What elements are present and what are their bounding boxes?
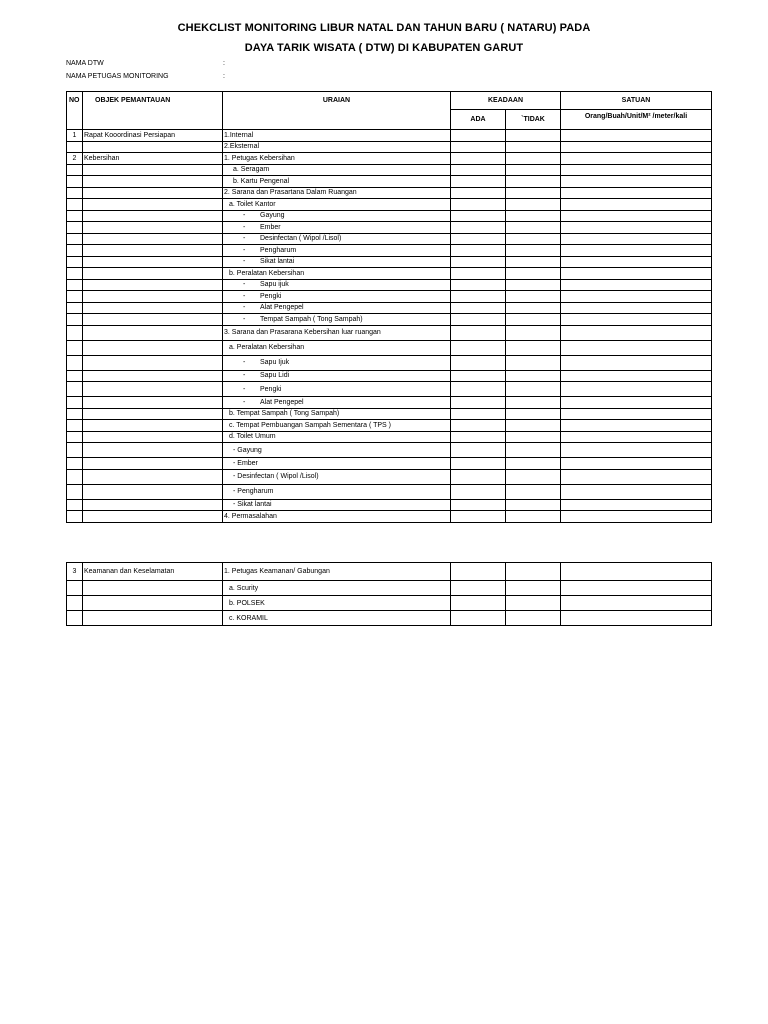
cell-no [67,611,83,626]
uraian-text: Alat Pengepel [260,398,304,406]
table-row [67,268,712,280]
cell-no [67,355,83,370]
cell-satuan[interactable] [561,291,712,303]
cell-satuan[interactable] [561,469,712,484]
cell-ada[interactable] [451,581,506,596]
cell-no [67,210,83,222]
cell-uraian: a. Seragam [223,164,451,176]
cell-satuan[interactable] [561,256,712,268]
cell-objek [83,233,223,245]
cell-objek [83,141,223,153]
dash-marker: - [243,235,246,243]
cell-ada[interactable] [451,382,506,397]
cell-no [67,408,83,420]
dash-marker: - [243,315,246,323]
table-row [67,431,712,443]
cell-satuan[interactable] [561,176,712,188]
cell-satuan[interactable] [561,233,712,245]
table-row [67,291,712,303]
cell-ada[interactable] [451,268,506,280]
dash-marker: - [243,212,246,220]
cell-no [67,302,83,314]
table-row [67,611,712,626]
cell-tidak[interactable] [506,443,561,458]
cell-objek [83,245,223,257]
cell-objek [83,382,223,397]
cell-no [67,291,83,303]
cell-tidak[interactable] [506,130,561,142]
uraian-text: Pengki [260,385,282,393]
cell-objek [83,581,223,596]
cell-objek [83,499,223,511]
dash-marker: - [243,246,246,254]
cell-no: 1 [67,130,83,142]
cell-uraian: - Ember [223,458,451,470]
cell-satuan[interactable] [561,443,712,458]
cell-tidak[interactable] [506,291,561,303]
cell-objek [83,431,223,443]
cell-tidak[interactable] [506,222,561,234]
table-row [67,340,712,355]
cell-uraian [223,291,451,303]
cell-no [67,382,83,397]
table-header-row [67,92,712,110]
cell-objek [83,443,223,458]
cell-ada[interactable] [451,355,506,370]
cell-no [67,233,83,245]
table-row [67,420,712,432]
cell-tidak[interactable] [506,370,561,382]
cell-ada[interactable] [451,370,506,382]
uraian-text: Pengki [260,292,282,300]
dash-marker: - [243,281,246,289]
cell-tidak[interactable] [506,420,561,432]
cell-no [67,176,83,188]
cell-objek [83,268,223,280]
cell-satuan[interactable] [561,245,712,257]
cell-tidak[interactable] [506,484,561,499]
cell-ada[interactable] [451,469,506,484]
cell-objek [83,397,223,409]
cell-satuan[interactable] [561,370,712,382]
header-satuan: SATUAN [561,92,712,110]
cell-objek: Kebersihan [83,153,223,165]
cell-satuan[interactable] [561,314,712,326]
cell-uraian: b. Tempat Sampah ( Tong Sampah) [223,408,451,420]
uraian-text: Tempat Sampah ( Tong Sampah) [260,315,363,323]
cell-uraian: 2.Eksternal [223,141,451,153]
meta-label: NAMA PETUGAS MONITORING [66,73,169,80]
dash-marker: - [243,258,246,266]
table-row [67,499,712,511]
dash-marker: - [243,292,246,300]
cell-tidak[interactable] [506,153,561,165]
meta-nama-petugas [66,73,225,80]
header-satuan-units: Orang/Buah/Unit/M² /meter/kali [561,110,712,130]
cell-ada[interactable] [451,130,506,142]
document-title-line-2: DAYA TARIK WISATA ( DTW) DI KABUPATEN GARUT [244,42,524,54]
cell-uraian: 1. Petugas Kebersihan [223,153,451,165]
cell-satuan[interactable] [561,325,712,340]
cell-tidak[interactable] [506,581,561,596]
cell-ada[interactable] [451,176,506,188]
cell-tidak[interactable] [506,458,561,470]
cell-tidak[interactable] [506,596,561,611]
table-row [67,355,712,370]
cell-ada[interactable] [451,458,506,470]
cell-uraian [223,355,451,370]
cell-no [67,484,83,499]
header-tidak: `TIDAK [506,110,561,130]
cell-satuan[interactable] [561,484,712,499]
cell-ada[interactable] [451,397,506,409]
cell-no [67,199,83,211]
checklist-table-section-3 [66,562,712,626]
cell-objek [83,176,223,188]
cell-objek: Rapat Kooordinasi Persiapan [83,130,223,142]
cell-ada[interactable] [451,408,506,420]
cell-uraian [223,314,451,326]
dash-marker: - [243,223,246,231]
cell-tidak[interactable] [506,397,561,409]
cell-uraian: d. Toilet Umum [223,431,451,443]
cell-uraian: - Pengharum [223,484,451,499]
cell-satuan[interactable] [561,302,712,314]
cell-satuan[interactable] [561,187,712,199]
table-row [67,210,712,222]
cell-no [67,458,83,470]
cell-satuan[interactable] [561,397,712,409]
cell-ada[interactable] [451,420,506,432]
cell-ada[interactable] [451,443,506,458]
cell-ada[interactable] [451,596,506,611]
cell-no [67,245,83,257]
dash-marker: - [243,359,246,366]
cell-tidak[interactable] [506,268,561,280]
cell-ada[interactable] [451,511,506,523]
cell-tidak[interactable] [506,431,561,443]
cell-ada[interactable] [451,314,506,326]
header-ada: ADA [451,110,506,130]
cell-objek [83,302,223,314]
cell-no [67,397,83,409]
cell-objek [83,370,223,382]
cell-no [67,431,83,443]
cell-tidak[interactable] [506,499,561,511]
cell-no: 2 [67,153,83,165]
cell-uraian: a. Scurity [223,581,451,596]
cell-tidak[interactable] [506,199,561,211]
cell-satuan[interactable] [561,563,712,581]
header-keadaan: KEADAAN [451,92,561,110]
cell-ada[interactable] [451,233,506,245]
meta-label: NAMA DTW [66,60,104,67]
table-row [67,397,712,409]
cell-objek [83,458,223,470]
cell-objek [83,291,223,303]
table-row [67,199,712,211]
cell-objek [83,340,223,355]
cell-tidak[interactable] [506,408,561,420]
table-row [67,563,712,581]
cell-satuan[interactable] [561,408,712,420]
cell-satuan[interactable] [561,511,712,523]
cell-objek [83,420,223,432]
cell-ada[interactable] [451,484,506,499]
cell-uraian [223,210,451,222]
cell-uraian: 3. Sarana dan Prasarana Kebersihan luar ruangan [223,325,451,340]
dash-marker: - [243,304,246,312]
cell-uraian: 4. Permasalahan [223,511,451,523]
cell-no [67,340,83,355]
cell-no [67,164,83,176]
cell-uraian: a. Toilet Kantor [223,199,451,211]
cell-ada[interactable] [451,141,506,153]
cell-objek [83,210,223,222]
table-row [67,443,712,458]
cell-objek [83,596,223,611]
cell-satuan[interactable] [561,268,712,280]
cell-ada[interactable] [451,210,506,222]
cell-ada[interactable] [451,164,506,176]
cell-objek [83,279,223,291]
cell-objek [83,164,223,176]
uraian-text: Gayung [260,212,285,220]
cell-satuan[interactable] [561,164,712,176]
uraian-text: Desinfectan ( Wipol /Lisol) [260,235,342,243]
cell-ada[interactable] [451,222,506,234]
cell-no [67,469,83,484]
cell-uraian: c. Tempat Pembuangan Sampah Sementara ( TPS ) [223,420,451,432]
table-row [67,370,712,382]
table-row [67,222,712,234]
cell-uraian: 1.Internal [223,130,451,142]
cell-tidak[interactable] [506,563,561,581]
cell-objek [83,408,223,420]
cell-ada[interactable] [451,245,506,257]
cell-tidak[interactable] [506,382,561,397]
cell-uraian: 2. Sarana dan Prasartana Dalam Ruangan [223,187,451,199]
cell-ada[interactable] [451,291,506,303]
cell-satuan[interactable] [561,420,712,432]
table-row [67,302,712,314]
cell-objek [83,469,223,484]
cell-satuan[interactable] [561,458,712,470]
cell-uraian [223,397,451,409]
cell-no [67,420,83,432]
table-row [67,164,712,176]
cell-uraian [223,245,451,257]
cell-satuan[interactable] [561,153,712,165]
cell-no [67,499,83,511]
cell-objek [83,325,223,340]
meta-separator: : [223,60,225,67]
cell-no [67,443,83,458]
document-title-line-1: CHEKCLIST MONITORING LIBUR NATAL DAN TAHUN BARU ( NATARU) PADA [177,22,591,34]
cell-satuan[interactable] [561,199,712,211]
cell-uraian: b. Kartu Pengenal [223,176,451,188]
cell-uraian [223,222,451,234]
dash-marker: - [243,398,246,406]
cell-uraian: b. Peralatan Kebersihan [223,268,451,280]
cell-no [67,256,83,268]
cell-ada[interactable] [451,153,506,165]
cell-objek: Keamanan dan Keselamatan [83,563,223,581]
cell-uraian [223,279,451,291]
table-row [67,256,712,268]
cell-ada[interactable] [451,340,506,355]
table-row [67,596,712,611]
cell-ada[interactable] [451,611,506,626]
cell-uraian: c. KORAMIL [223,611,451,626]
cell-uraian [223,256,451,268]
cell-objek [83,187,223,199]
cell-satuan[interactable] [561,222,712,234]
cell-no [67,268,83,280]
cell-uraian: - Sikat lantai [223,499,451,511]
cell-uraian [223,233,451,245]
cell-objek [83,314,223,326]
cell-uraian: 1. Petugas Keamanan/ Gabungan [223,563,451,581]
cell-satuan[interactable] [561,611,712,626]
cell-objek [83,511,223,523]
table-row [67,176,712,188]
cell-tidak[interactable] [506,187,561,199]
cell-ada[interactable] [451,199,506,211]
cell-ada[interactable] [451,187,506,199]
table-row [67,469,712,484]
table-row [67,511,712,523]
cell-satuan[interactable] [561,382,712,397]
cell-tidak[interactable] [506,233,561,245]
cell-ada[interactable] [451,256,506,268]
cell-uraian [223,370,451,382]
cell-ada[interactable] [451,279,506,291]
cell-objek [83,199,223,211]
cell-tidak[interactable] [506,469,561,484]
cell-objek [83,222,223,234]
table-row [67,130,712,142]
cell-uraian [223,302,451,314]
uraian-text: Sapu Lidi [260,372,290,380]
cell-satuan[interactable] [561,499,712,511]
cell-ada[interactable] [451,563,506,581]
cell-tidak[interactable] [506,325,561,340]
header-no: NO [67,92,83,130]
cell-objek [83,355,223,370]
uraian-text: Ember [260,223,281,231]
table-row [67,141,712,153]
cell-satuan[interactable] [561,596,712,611]
cell-no [67,511,83,523]
cell-no [67,141,83,153]
cell-no: 3 [67,563,83,581]
cell-no [67,596,83,611]
header-uraian: URAIAN [223,92,451,130]
cell-satuan[interactable] [561,141,712,153]
table-row [67,233,712,245]
cell-tidak[interactable] [506,210,561,222]
cell-satuan[interactable] [561,340,712,355]
cell-uraian [223,382,451,397]
cell-no [67,581,83,596]
table-row [67,382,712,397]
cell-tidak[interactable] [506,256,561,268]
cell-satuan[interactable] [561,581,712,596]
cell-uraian: - Gayung [223,443,451,458]
table-row [67,484,712,499]
cell-satuan[interactable] [561,431,712,443]
uraian-text: Sapu Ijuk [260,359,290,366]
cell-tidak[interactable] [506,279,561,291]
table-row [67,458,712,470]
cell-no [67,187,83,199]
cell-ada[interactable] [451,499,506,511]
uraian-text: Alat Pengepel [260,304,304,312]
table-row [67,279,712,291]
header-objek: OBJEK PEMANTAUAN [83,92,223,130]
cell-satuan[interactable] [561,279,712,291]
cell-tidak[interactable] [506,302,561,314]
table-row [67,153,712,165]
cell-satuan[interactable] [561,355,712,370]
cell-tidak[interactable] [506,511,561,523]
cell-no [67,370,83,382]
cell-objek [83,484,223,499]
table-row [67,245,712,257]
uraian-text: Sapu ijuk [260,281,289,289]
uraian-text: Pengharum [260,246,297,254]
cell-objek [83,611,223,626]
cell-ada[interactable] [451,302,506,314]
cell-no [67,279,83,291]
cell-tidak[interactable] [506,141,561,153]
cell-tidak[interactable] [506,245,561,257]
cell-satuan[interactable] [561,130,712,142]
cell-ada[interactable] [451,431,506,443]
cell-tidak[interactable] [506,164,561,176]
cell-uraian: b. POLSEK [223,596,451,611]
table-row [67,314,712,326]
cell-tidak[interactable] [506,340,561,355]
table-row [67,581,712,596]
cell-objek [83,256,223,268]
meta-nama-dtw [66,60,225,67]
cell-tidak[interactable] [506,176,561,188]
cell-no [67,325,83,340]
cell-uraian: a. Peralatan Kebersihan [223,340,451,355]
table-row [67,408,712,420]
cell-tidak[interactable] [506,355,561,370]
cell-no [67,314,83,326]
cell-uraian: - Desinfectan ( Wipol /Lisol) [223,469,451,484]
dash-marker: - [243,385,246,393]
meta-separator: : [223,73,225,80]
cell-tidak[interactable] [506,314,561,326]
cell-no [67,222,83,234]
dash-marker: - [243,372,246,380]
table-row [67,187,712,199]
checklist-table [66,91,712,523]
table-row [67,325,712,340]
cell-tidak[interactable] [506,611,561,626]
uraian-text: Sikat lantai [260,258,295,266]
cell-ada[interactable] [451,325,506,340]
cell-satuan[interactable] [561,210,712,222]
